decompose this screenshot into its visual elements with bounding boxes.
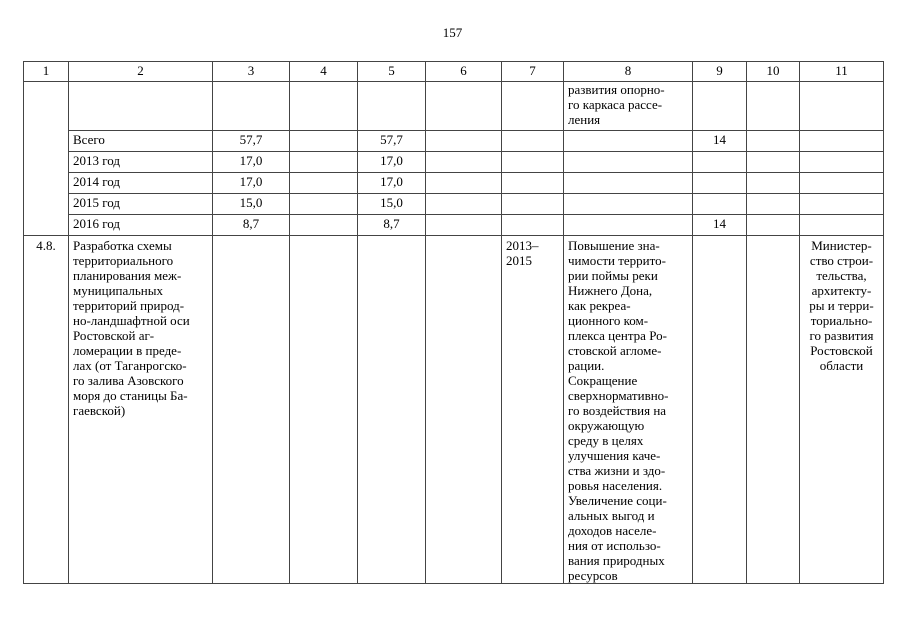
amount-cell: 15,0	[213, 194, 290, 215]
row-label: 2013 год	[69, 152, 213, 173]
number-cell	[24, 82, 69, 236]
table-cell	[502, 152, 564, 173]
amount-cell	[290, 152, 358, 173]
table-row	[24, 194, 884, 215]
table-row	[24, 82, 884, 131]
table-cell	[564, 194, 693, 215]
table-row	[24, 131, 884, 152]
amount-cell	[290, 173, 358, 194]
table-cell	[747, 215, 800, 236]
table-cell	[213, 236, 290, 584]
item-name: Разработка схемы территориального планирования меж- муниципальных территорий природ- но-ландшафтной оси Ростовской аг- ломерации в преде- лах (от Таганрогско- го залива Азовского моря до станицы Ба- гаевской)	[69, 236, 213, 584]
table-cell	[426, 236, 502, 584]
row-label: 2015 год	[69, 194, 213, 215]
amount-cell	[290, 215, 358, 236]
table-cell	[747, 131, 800, 152]
amount-cell: 17,0	[358, 173, 426, 194]
header-cell: 9	[693, 62, 747, 82]
table-cell	[800, 215, 884, 236]
table-cell	[502, 215, 564, 236]
result-cell: развития опорно- го каркаса рассе- ления	[564, 82, 693, 131]
header-cell: 4	[290, 62, 358, 82]
table-cell	[502, 131, 564, 152]
header-cell: 1	[24, 62, 69, 82]
table-cell	[800, 173, 884, 194]
amount-cell: 17,0	[213, 173, 290, 194]
table-row	[24, 152, 884, 173]
table-cell	[502, 194, 564, 215]
table-cell	[290, 82, 358, 131]
header-cell: 3	[213, 62, 290, 82]
row-label: 2014 год	[69, 173, 213, 194]
table-cell	[800, 152, 884, 173]
amount-cell: 8,7	[213, 215, 290, 236]
table-cell	[747, 194, 800, 215]
table-cell	[213, 82, 290, 131]
item-executor: Министер- ство строи- тельства, архитекту- ры и терри- ториально- го развития Ростовской области	[800, 236, 884, 584]
table-cell	[426, 82, 502, 131]
table-cell	[693, 194, 747, 215]
header-cell: 10	[747, 62, 800, 82]
table-cell	[800, 82, 884, 131]
plan-table	[23, 61, 884, 584]
amount-cell	[426, 131, 502, 152]
table-cell	[290, 236, 358, 584]
item-period: 2013– 2015	[502, 236, 564, 584]
header-cell: 6	[426, 62, 502, 82]
table-cell	[693, 152, 747, 173]
page-number: 157	[442, 25, 463, 40]
table-cell	[747, 152, 800, 173]
amount-cell	[426, 152, 502, 173]
item-result: Повышение зна- чимости террито- рии поймы реки Нижнего Дона, как рекреа- ционного ком- плекса центра Ро- стовской агломе- рации. Сокращение сверхнормативно- го воздействия на окружающую среду в целях улучшения каче- ства жизни и здо- ровья населения. Увеличение соци- альных выгод и доходов населе- ния от использо- вания природных ресурсов	[564, 236, 693, 584]
table-cell	[747, 173, 800, 194]
header-cell: 11	[800, 62, 884, 82]
header-row	[24, 62, 884, 82]
table-cell	[564, 173, 693, 194]
amount-cell	[426, 215, 502, 236]
table-cell	[69, 82, 213, 131]
table-row	[24, 215, 884, 236]
table-cell	[693, 82, 747, 131]
header-cell: 7	[502, 62, 564, 82]
table-cell	[747, 236, 800, 584]
table-cell	[800, 131, 884, 152]
table-cell	[358, 236, 426, 584]
amount-cell	[426, 173, 502, 194]
table-cell	[502, 173, 564, 194]
table-cell: 14	[693, 215, 747, 236]
table-cell: 14	[693, 131, 747, 152]
row-label: Всего	[69, 131, 213, 152]
header-cell: 2	[69, 62, 213, 82]
amount-cell	[290, 194, 358, 215]
row-label: 2016 год	[69, 215, 213, 236]
amount-cell	[426, 194, 502, 215]
header-cell: 5	[358, 62, 426, 82]
amount-cell: 57,7	[358, 131, 426, 152]
header-cell: 8	[564, 62, 693, 82]
table-cell	[800, 194, 884, 215]
amount-cell: 8,7	[358, 215, 426, 236]
table-cell	[564, 152, 693, 173]
amount-cell: 17,0	[213, 152, 290, 173]
table-cell	[564, 215, 693, 236]
amount-cell: 15,0	[358, 194, 426, 215]
table-cell	[693, 236, 747, 584]
table-cell	[564, 131, 693, 152]
table-cell	[502, 82, 564, 131]
table-cell	[358, 82, 426, 131]
amount-cell	[290, 131, 358, 152]
table-cell	[747, 82, 800, 131]
table-row	[24, 173, 884, 194]
table-row	[24, 236, 884, 584]
table-cell	[693, 173, 747, 194]
item-number: 4.8.	[24, 236, 69, 584]
amount-cell: 17,0	[358, 152, 426, 173]
amount-cell: 57,7	[213, 131, 290, 152]
